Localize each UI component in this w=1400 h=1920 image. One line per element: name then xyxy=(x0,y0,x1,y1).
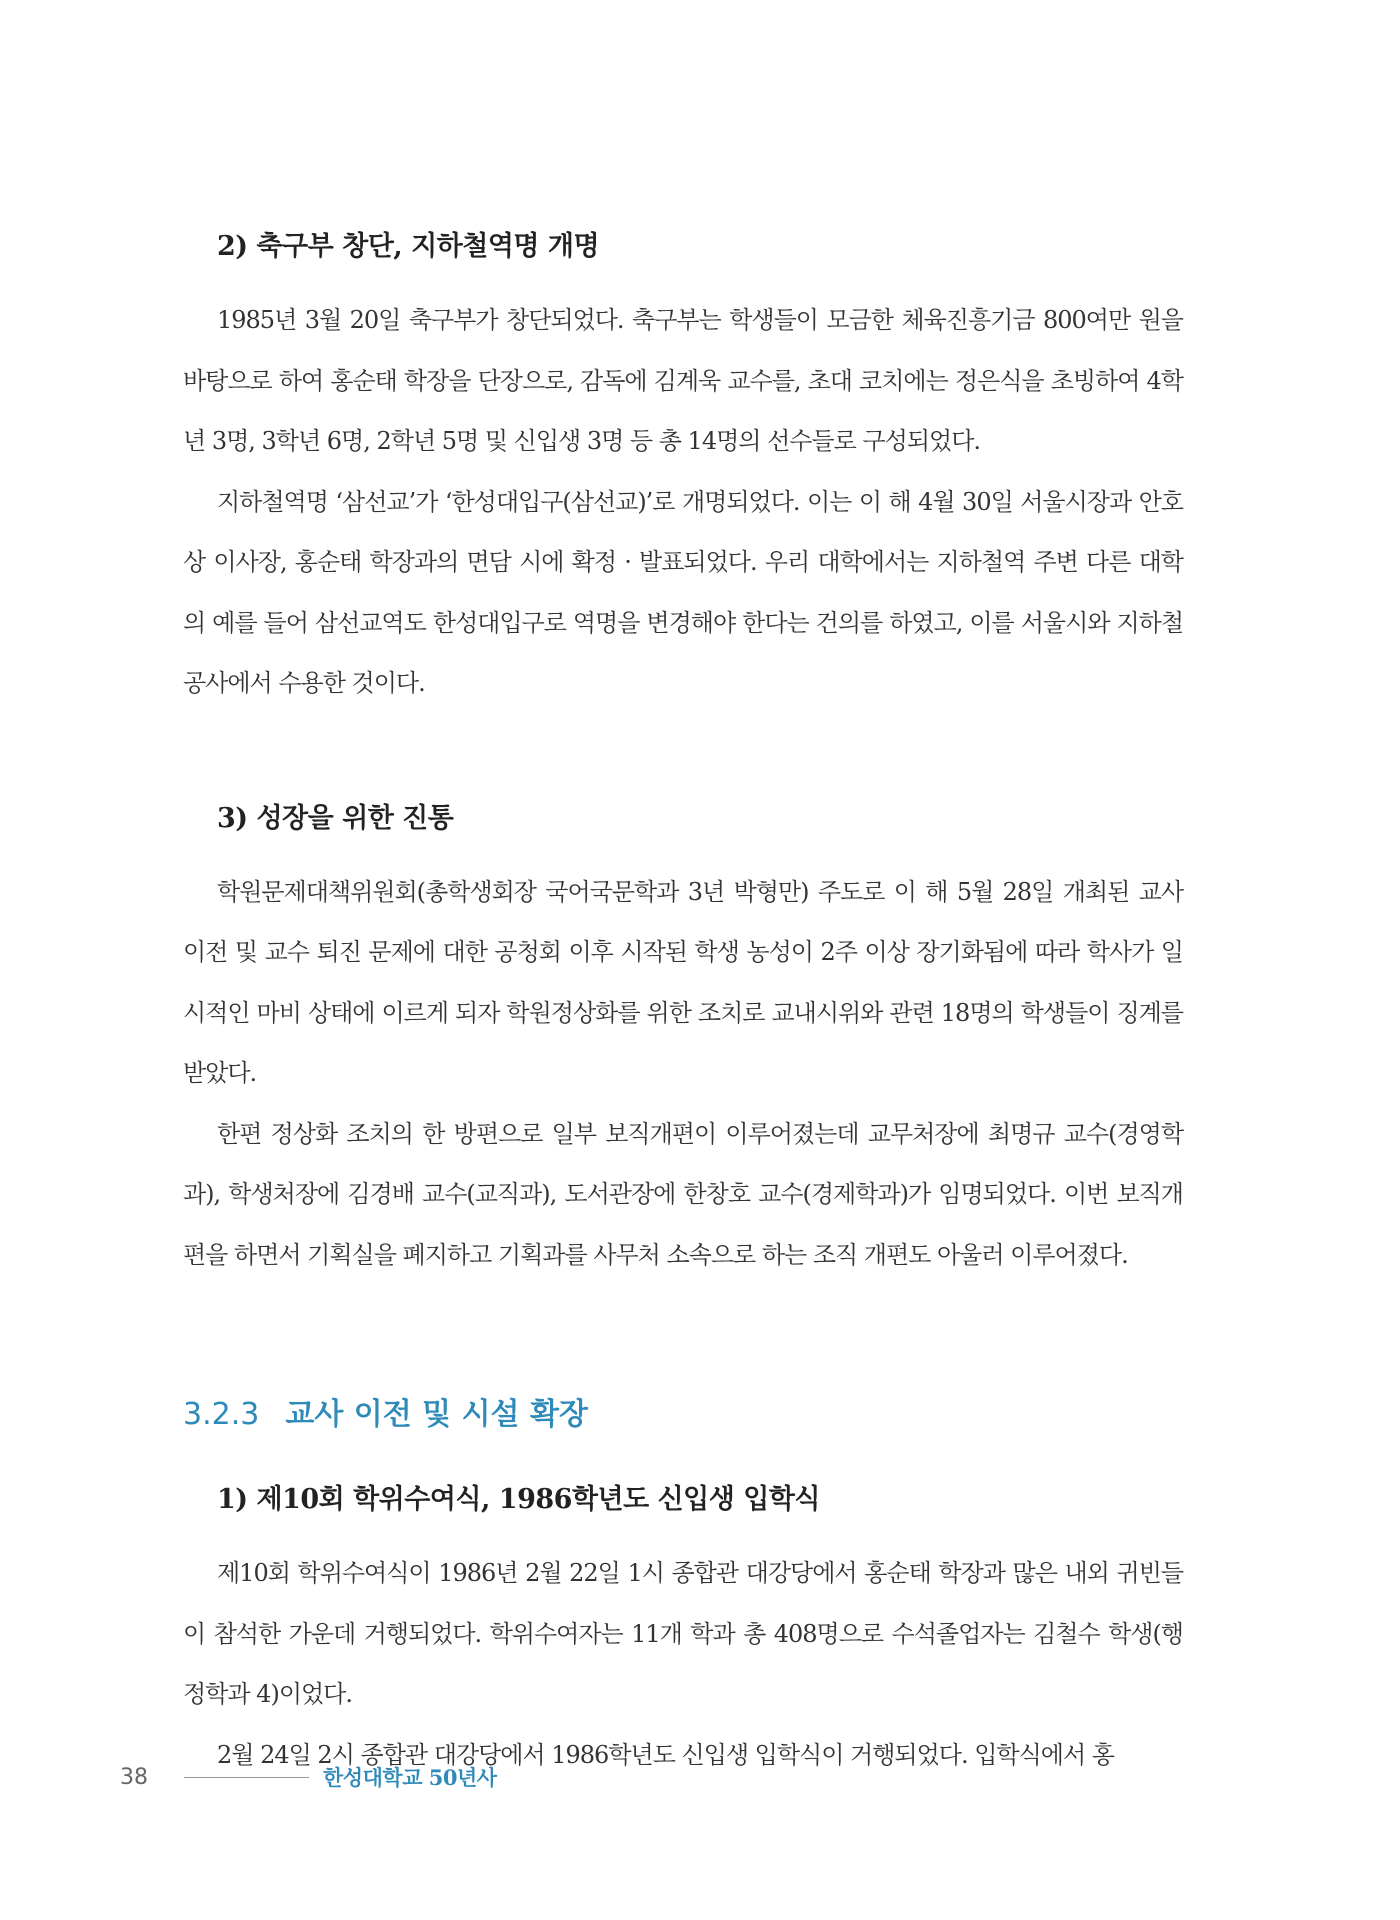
section-title: 교사 이전 및 시설 확장 xyxy=(285,1397,588,1432)
book-title: 한성대학교 50년사 xyxy=(323,1765,497,1790)
footer-divider xyxy=(184,1777,309,1778)
subsection-heading-graduation: 1) 제10회 학위수여식, 1986학년도 신입생 입학식 xyxy=(217,1484,820,1515)
subsection-heading-football-club: 2) 축구부 창단, 지하철역명 개명 xyxy=(217,231,600,262)
subsection-body-graduation xyxy=(183,1543,1183,1785)
paragraph: 지하철역명 ‘삼선교’가 ‘한성대입구(삼선교)’로 개명되었다. 이는 이 해 4월 30일 서울시장과 안호상 이사장, 홍순태 학장과의 면담 시에 확정 · 발표되었다. 우리 대학에서는 지하철역 주변 다른 대학의 예를 들어 삼선교역도 한성대입구로 역명을 변경해야 한다는 건의를 하였고, 이를 서울시와 지하철 공사에서 수용한 것이다. xyxy=(183,487,1183,697)
subsection-heading-growing-pains: 3) 성장을 위한 진통 xyxy=(217,802,454,834)
paragraph: 2월 24일 2시 종합관 대강당에서 1986학년도 신입생 입학식이 거행되었다. 입학식에서 홍 xyxy=(217,1740,1114,1769)
page-content xyxy=(183,222,1183,1785)
subsection-body-growing-pains xyxy=(183,862,1183,1286)
section-number: 3.2.3 xyxy=(183,1397,260,1432)
paragraph: 학원문제대책위원회(총학생회장 국어국문학과 3년 박형만) 주도로 이 해 5월 28일 개최된 교사 이전 및 교수 퇴진 문제에 대한 공청회 이후 시작된 학생 농성이 2주 이상 장기화됨에 따라 학사가 일시적인 마비 상태에 이르게 되자 학원정상화를 위한 조치로 교내시위와 관련 18명의 학생들이 징계를 받았다. xyxy=(183,877,1183,1087)
paragraph: 1985년 3월 20일 축구부가 창단되었다. 축구부는 학생들이 모금한 체육진흥기금 800여만 원을 바탕으로 하여 홍순태 학장을 단장으로, 감독에 김계욱 교수를, 초대 코치에는 정은식을 초빙하여 4학년 3명, 3학년 6명, 2학년 5명 및 신입생 3명 등 총 14명의 선수들로 구성되었다. xyxy=(183,306,1183,455)
page-footer xyxy=(120,1762,497,1792)
page-number: 38 xyxy=(120,1764,148,1790)
subsection-body-football-club xyxy=(183,290,1183,714)
section-heading xyxy=(183,1393,1183,1437)
paragraph: 제10회 학위수여식이 1986년 2월 22일 1시 종합관 대강당에서 홍순태 학장과 많은 내외 귀빈들이 참석한 가운데 거행되었다. 학위수여자는 11개 학과 총 408명으로 수석졸업자는 김철수 학생(행정학과 4)이었다. xyxy=(183,1559,1183,1708)
paragraph: 한편 정상화 조치의 한 방편으로 일부 보직개편이 이루어졌는데 교무처장에 최명규 교수(경영학과), 학생처장에 김경배 교수(교직과), 도서관장에 한창호 교수(경제학과)가 임명되었다. 이번 보직개편을 하면서 기획실을 폐지하고 기획과를 사무처 소속으로 하는 조직 개편도 아울러 이루어졌다. xyxy=(183,1119,1183,1269)
